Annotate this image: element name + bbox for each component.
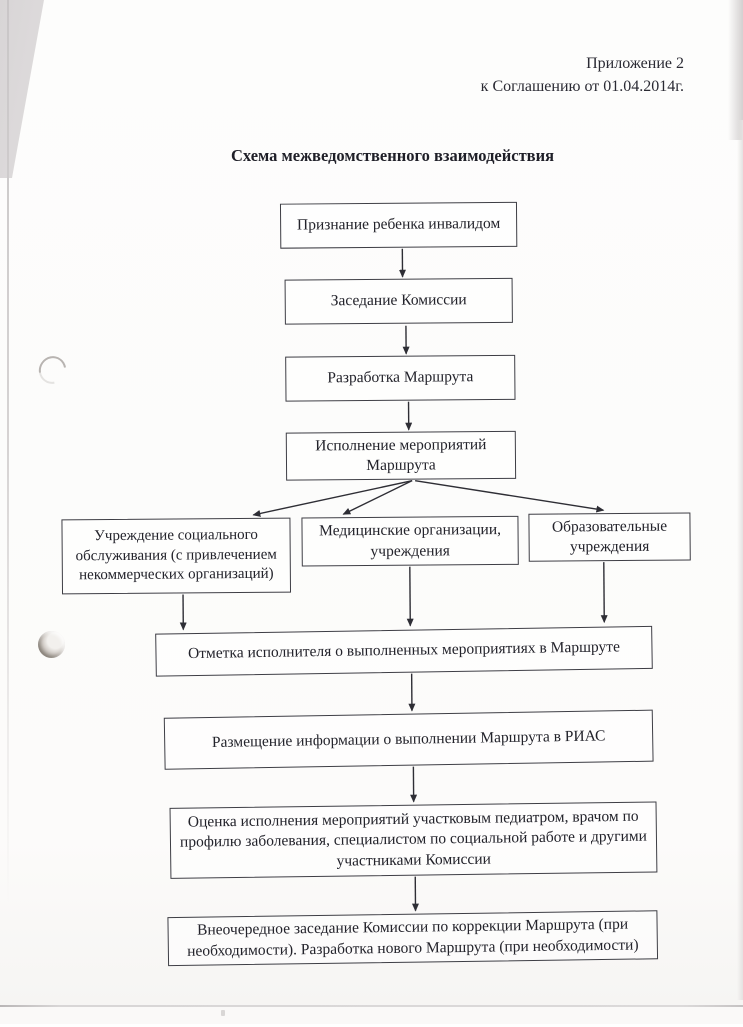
appendix-annotation-line1: Приложение 2: [481, 52, 684, 75]
node-evaluation: Оценка исполнения мероприятий участковым педиатром, врачом по профилю заболевания, специалистом по социальной работе и другими участниками Комиссии: [170, 801, 658, 878]
node-medical-organizations: Медицинские организации, учреждения: [301, 516, 518, 567]
node-extraordinary-meeting: Внеочередное заседание Комиссии по коррекции Маршрута (при необходимости). Разработка нового Маршрута (при необходимости): [167, 910, 658, 966]
node-rias-placement: Размещение информации о выполнении Маршрута в РИАС: [164, 710, 654, 770]
node-completion-mark: Отметка исполнителя о выполненных мероприятиях в Маршруте: [155, 626, 653, 677]
node-recognition: Признание ребенка инвалидом: [280, 202, 517, 249]
node-route-development: Разработка Маршрута: [285, 355, 515, 402]
appendix-annotation-line2: к Соглашению от 01.04.2014г.: [481, 75, 684, 98]
node-commission-meeting: Заседание Комиссии: [285, 278, 513, 325]
node-route-execution: Исполнение мероприятий Маршрута: [286, 431, 516, 481]
node-social-service: Учреждение социального обслуживания (с привлечением некоммерческих организаций): [61, 518, 291, 595]
page-title: Схема межведомственного взаимодействия: [0, 146, 743, 166]
node-educational-institutions: Образовательные учреждения: [528, 512, 690, 561]
